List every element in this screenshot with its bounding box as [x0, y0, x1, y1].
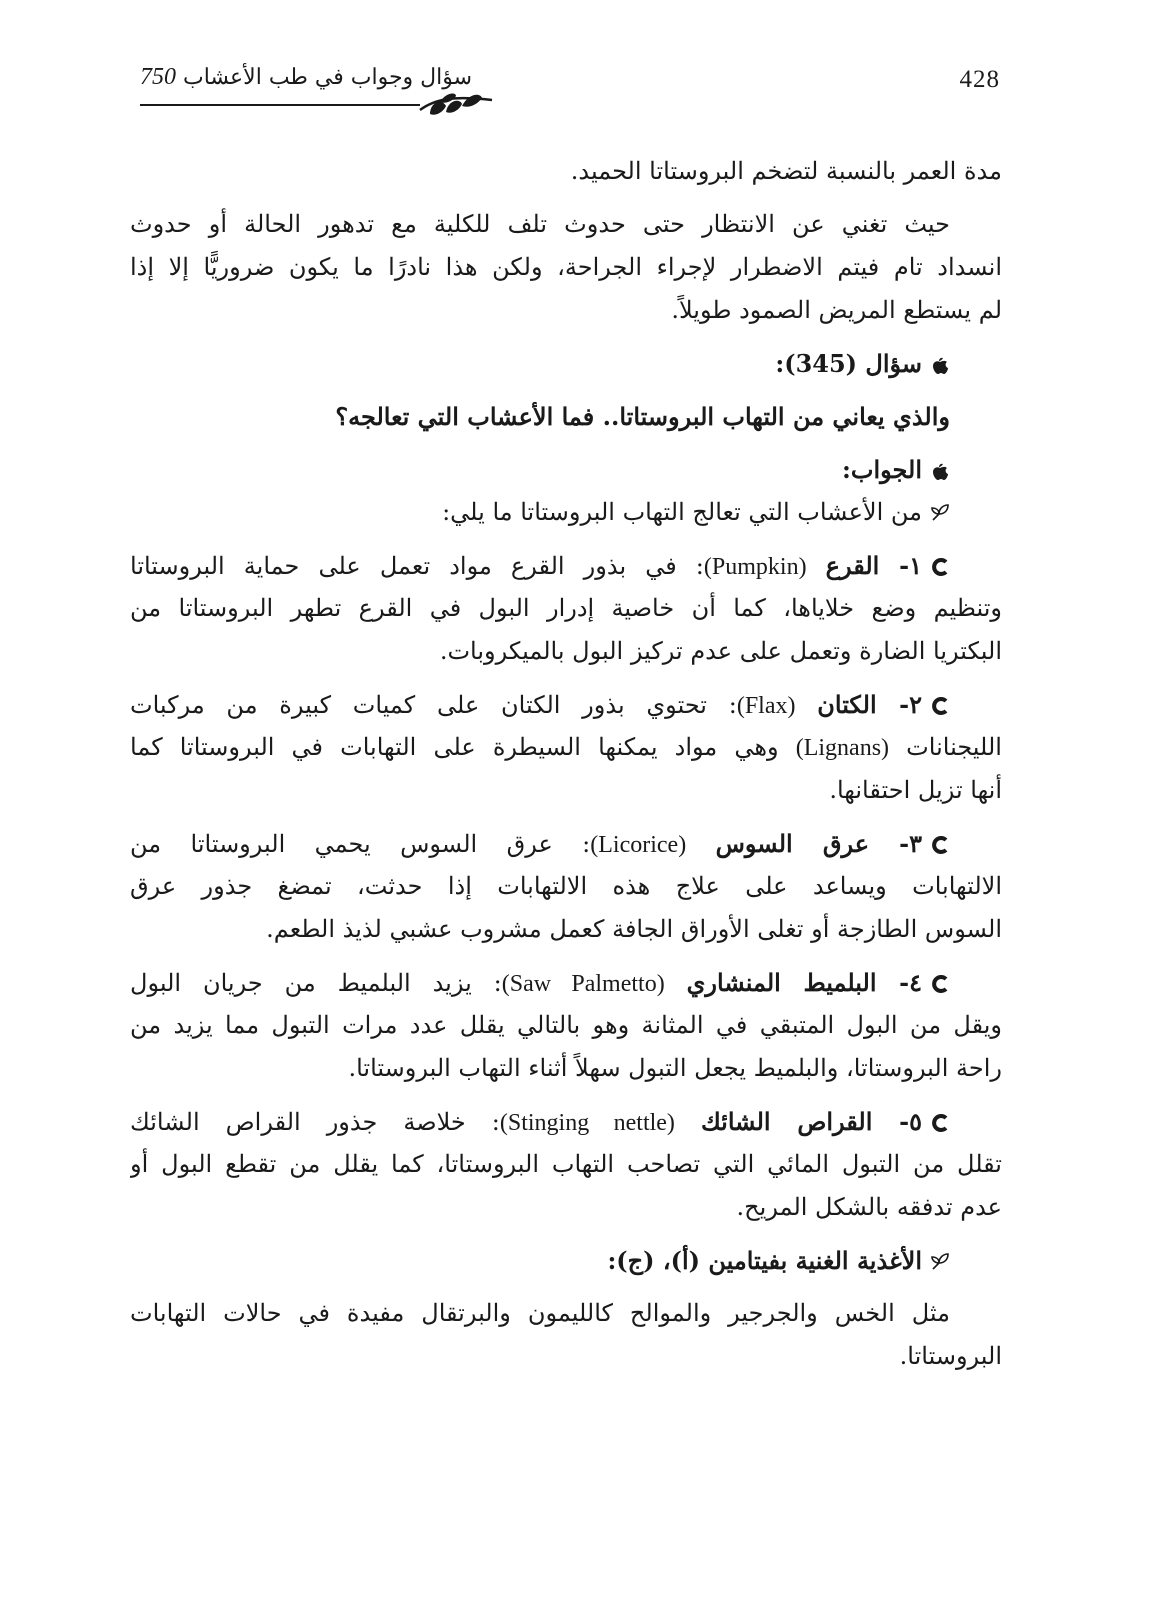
latin-term: (Flax) [736, 693, 796, 719]
section-heading-text: الأغذية الغنية بفيتامين (أ)، (ج): [607, 1246, 922, 1275]
page-body [130, 150, 1002, 1378]
item-line [130, 1100, 1002, 1143]
item-text: : عرق السوس يحمي البروستاتا من [130, 830, 591, 858]
item-line [130, 726, 1002, 769]
body-line: مثل الخس والجرجير والموالح كالليمون والبرتقال مفيدة في حالات التهابات [130, 1299, 950, 1327]
question-number: سؤال (345): [775, 349, 922, 378]
body-line: ويقل من البول المتبقي في المثانة وهو بالتالي يقلل عدد مرات التبول مما يزيد من [130, 1011, 1002, 1039]
leaf-bullet-icon [930, 503, 950, 523]
item-line [130, 683, 1002, 726]
question-label [130, 342, 1002, 385]
intro-text: من الأعشاب التي تعالج التهاب البروستاتا ما يلي: [442, 498, 922, 526]
intro-line [130, 491, 1002, 534]
leaf-bullet-icon [930, 1252, 950, 1272]
body-line: انسداد تام فيتم الاضطرار لإجراء الجراحة، ولكن هذا نادرًا ما يكون ضروريًّا إلا إذا [130, 253, 1002, 281]
c-bullet-icon [930, 835, 950, 855]
body-line: حيث تغني عن الانتظار حتى حدوث تلف للكلية مع تدهور الحالة أو حدوث [130, 210, 950, 238]
item-heading: ٥- القراص الشائك [700, 1107, 922, 1136]
body-line: تقلل من التبول المائي التي تصاحب التهاب البروستاتا، كما يقلل من تقطع البول أو [130, 1150, 1002, 1178]
item-heading: ٣- عرق السوس [715, 829, 922, 858]
body-line: البروستاتا. [899, 1342, 1002, 1370]
item-text: الليجنانات [906, 733, 1002, 761]
latin-term: (Stinging nettle) [499, 1110, 675, 1136]
item-text: وهي مواد يمكنها السيطرة على التهابات في البروستاتا كما [130, 733, 779, 761]
section-heading [130, 1239, 1002, 1282]
body-line: السوس الطازجة أو تغلى الأوراق الجافة كعمل مشروب عشبي لذيذ الطعم. [266, 915, 1002, 943]
item-line [130, 544, 1002, 587]
c-bullet-icon [930, 696, 950, 716]
body-line: الالتهابات ويساعد على علاج هذه الالتهابات إذا حدثت، تمضغ جذور عرق [130, 872, 1002, 900]
latin-term: (Lignans) [795, 735, 890, 761]
item-line [130, 961, 1002, 1004]
body-line: البكتريا الضارة وتعمل على عدم تركيز البول بالميكروبات. [439, 637, 1002, 665]
body-line: وتنظيم وضع خلاياها، كما أن خاصية إدرار البول في القرع تطهر البروستاتا من [130, 594, 1002, 622]
c-bullet-icon [930, 974, 950, 994]
body-line: مدة العمر بالنسبة لتضخم البروستاتا الحميد. [570, 157, 1002, 185]
item-text: : تحتوي بذور الكتان على كميات كبيرة من مركبات [130, 691, 737, 719]
apple-icon [930, 355, 950, 375]
item-heading: ٢- الكتان [817, 690, 922, 719]
leaf-ornament-icon [416, 88, 496, 120]
body-line: لم يستطع المريض الصمود طويلاً. [671, 296, 1002, 324]
page-number: 428 [959, 66, 1000, 93]
body-line: راحة البروستاتا، والبلميط يجعل التبول سهلاً أثناء التهاب البروستاتا. [348, 1054, 1002, 1082]
question-text: والذي يعاني من التهاب البروستاتا.. فما الأعشاب التي تعالجه؟ [335, 402, 950, 431]
item-text: : في بذور القرع مواد تعمل على حماية البروستاتا [130, 552, 704, 580]
book-number: 750 [140, 64, 176, 90]
c-bullet-icon [930, 1113, 950, 1133]
body-line: عدم تدفقه بالشكل المريح. [736, 1193, 1002, 1221]
item-text: : خلاصة جذور القراص الشائك [130, 1108, 500, 1136]
apple-icon [930, 461, 950, 481]
c-bullet-icon [930, 557, 950, 577]
item-text: : يزيد البلميط من جريان البول [130, 969, 502, 997]
latin-term: (Licorice) [590, 832, 687, 858]
item-heading: ١- القرع [825, 551, 923, 580]
header-rule [140, 104, 420, 106]
item-heading: ٤- البلميط المنشاري [686, 968, 923, 997]
book-title-text: سؤال وجواب في طب الأعشاب [183, 65, 473, 90]
item-line [130, 822, 1002, 865]
book-title [140, 64, 472, 91]
body-line: أنها تزيل احتقانها. [829, 776, 1002, 804]
answer-label [130, 448, 1002, 491]
answer-label-text: الجواب: [842, 455, 922, 484]
latin-term: (Saw Palmetto) [501, 971, 665, 997]
running-header [140, 62, 1000, 122]
latin-term: (Pumpkin) [703, 554, 807, 580]
